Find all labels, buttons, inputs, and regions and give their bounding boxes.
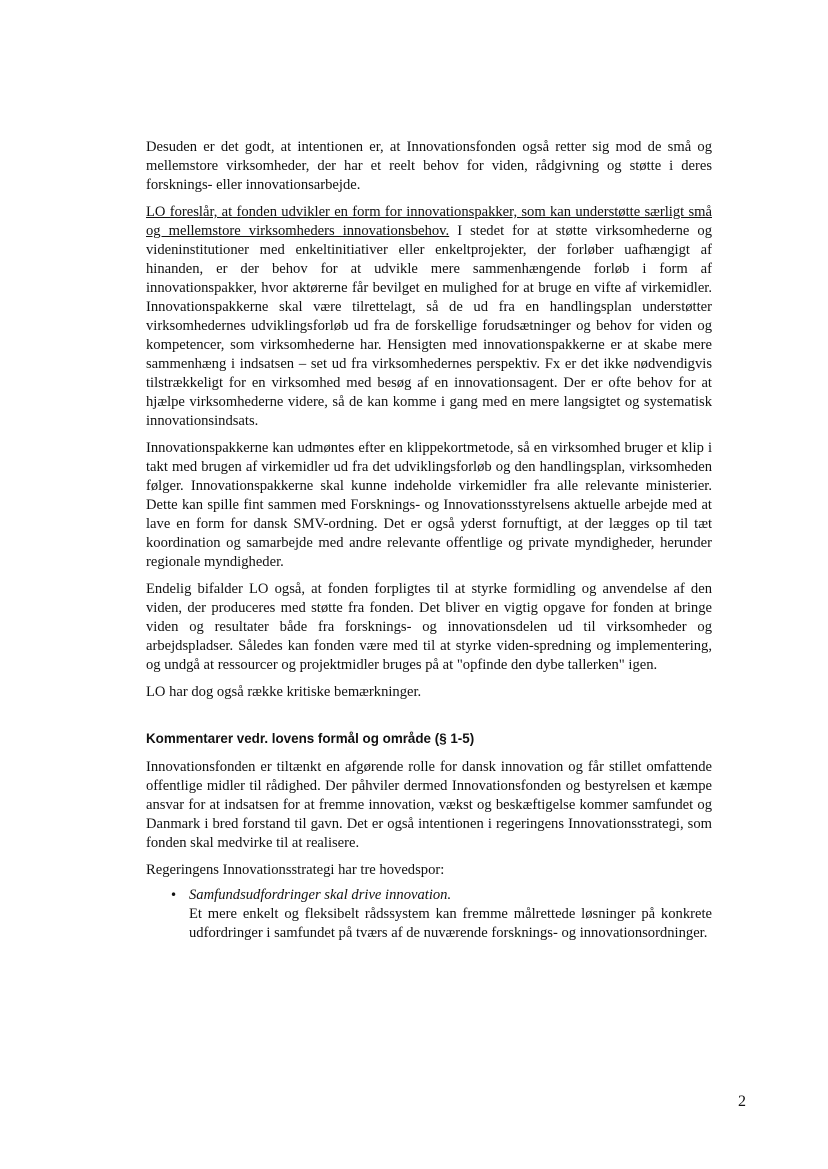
- bullet-body: Et mere enkelt og fleksibelt rådssystem kan fremme målrettede løsninger på konkrete udfordringer i samfundet på tværs af de nuværende forsknings- og innovationsordninger.: [189, 906, 712, 941]
- bullet-title: Samfundsudfordringer skal drive innovation.: [189, 887, 452, 903]
- underlined-proposal: LO foreslår, at fonden udvikler en form for innovationspakker, som kan understøtte særligt små og mellemstore virksomheders innovationsbehov.: [146, 204, 712, 239]
- paragraph-fund-role: Innovationsfonden er tiltænkt en afgørende rolle for dansk innovation og får stillet omfattende offentlige midler til rådighed. Der påhviler dermed Innovationsfonden og bestyrelsen et kæmpe ansvar for at indsatsen for at fremme innovation, vækst og beskæftigelse kommer samfundet og Danmark i bred forstand til gavn. Det er også intentionen i regeringens Innovationsstrategi, som fonden skal medvirke til at realisere.: [146, 759, 712, 851]
- section-heading: Kommentarer vedr. lovens formål og område (§ 1-5): [146, 731, 475, 746]
- paragraph-dissemination: Endelig bifalder LO også, at fonden forpligtes til at styrke formidling og anvendelse af den viden, der produceres med støtte fra fonden. Det bliver en vigtig opgave for fonden at bringe viden og resultater både fra forsknings- og innovationsdelen ud til virksomheder og arbejdspladser. Således kan fonden være med til at styrke viden-spredning og implementering, og undgå at ressourcer og projektmidler bruges på at "opfinde den dybe tallerken" igen.: [146, 581, 712, 673]
- strategy-bullet-list: [146, 886, 712, 943]
- paragraph-sme-focus: Desuden er det godt, at intentionen er, at Innovationsfonden også retter sig mod de små og mellemstore virksomheder, der har et reelt behov for viden, rådgivning og støtte i deres forsknings- eller innovationsarbejde.: [146, 139, 712, 193]
- paragraph-innovation-packages: [146, 203, 712, 431]
- bullet-marker: •: [170, 888, 178, 902]
- paragraph-innovation-packages-rest: I stedet for at støtte virksomhederne og videninstitutioner med enkeltinitiativer eller enkeltprojekter, der forløber uafhængigt af hinanden, er der behov for at udvikle mere sammenhængende forløb i form af innovationspakker, hvor aktørerne får bevilget en mulighed for at bruge en vifte af virkemidler. Innovationspakkerne skal være tilrettelagt, så de ud fra en handlingsplan understøtter virksomhedernes udviklingsforløb ud fra de forskellige forudsætninger og behov for viden og kompetencer, som virksomhederne har. Hensigten med innovationspakkerne er at skabe mere sammenhæng i indsatsen – set ud fra virksomhedernes perspektiv. Fx er det ikke nødvendigvis tilstrækkeligt for en virksomhed med besøg af en innovationsagent. Der er ofte behov for at hjælpe virksomhederne videre, så de kan komme i gang med en mere langsigtet og systematisk innovationsindsats.: [146, 223, 712, 429]
- paragraph-strategy-intro: Regeringens Innovationsstrategi har tre hovedspor:: [146, 862, 445, 878]
- paragraph-punch-card-method: Innovationspakkerne kan udmøntes efter en klippekortmetode, så en virksomhed bruger et klip i takt med brugen af virkemidler ud fra det udviklingsforløb og den handlingsplan, virksomheden følger. Innovationspakkerne skal kunne indeholde virkemidler fra alle relevante ministerier. Dette kan spille fint sammen med Forsknings- og Innovationsstyrelsens aktuelle arbejde med at lave en form for dansk SMV-ordning. Det er også yderst fornuftigt, at der lægges op til tæt koordination og samarbejde med andre relevante offentlige og private myndigheder, herunder regionale myndigheder.: [146, 440, 712, 570]
- page-body: [146, 138, 712, 943]
- page-number: 2: [738, 1093, 746, 1110]
- paragraph-critical-remarks: LO har dog også række kritiske bemærkninger.: [146, 684, 422, 700]
- list-item: [146, 886, 712, 943]
